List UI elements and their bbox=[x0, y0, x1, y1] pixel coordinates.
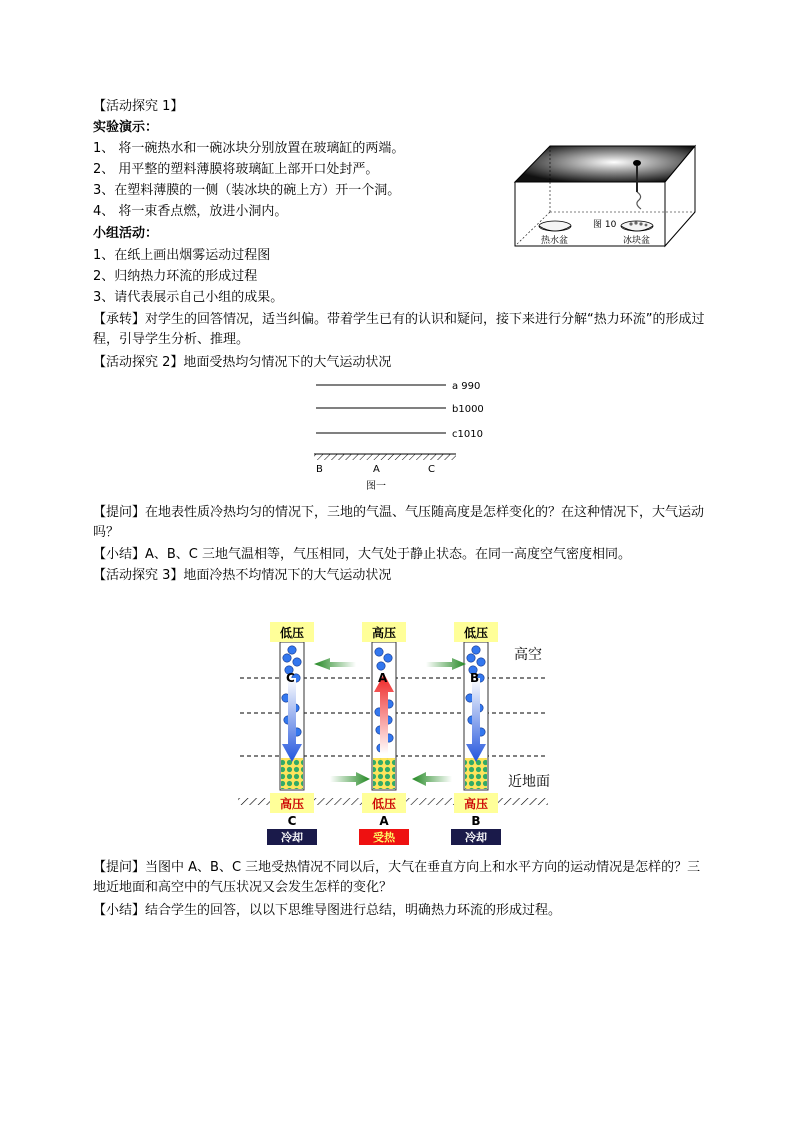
group-heading: 小组活动： bbox=[93, 226, 159, 241]
column-letter: C bbox=[286, 671, 295, 685]
low-arrow-left-icon bbox=[412, 772, 452, 786]
dense-air-layer bbox=[281, 758, 303, 789]
column-letter: B bbox=[470, 671, 480, 685]
hole-icon bbox=[633, 160, 641, 166]
state-label: 受热 bbox=[373, 831, 395, 844]
top-pressure-label: 低压 bbox=[463, 626, 489, 640]
ground-letter: A bbox=[379, 814, 389, 828]
top-pressure-label: 高压 bbox=[371, 626, 397, 640]
point-a: A bbox=[373, 464, 380, 475]
activity3-title: 【活动探究 3】地面冷热不均情况下的大气运动状况 bbox=[93, 568, 392, 583]
dense-air-layer bbox=[465, 758, 487, 789]
ground-pressure-label: 低压 bbox=[371, 797, 397, 811]
glass-tank-figure bbox=[510, 140, 700, 250]
figure-one-caption: 图一 bbox=[366, 481, 386, 492]
demo-step-3: 3、在塑料薄膜的一侧（装冰块的碗上方）开一个洞。 bbox=[93, 183, 401, 198]
column-letter: A bbox=[378, 671, 388, 685]
demo-step-1: 1、 将一碗热水和一碗冰块分别放置在玻璃缸的两端。 bbox=[93, 141, 405, 156]
summary-2: 【小结】结合学生的回答，以以下思维导图进行总结，明确热力环流的形成过程。 bbox=[93, 903, 562, 918]
thermal-circulation-figure bbox=[230, 612, 570, 852]
low-arrow-right-icon bbox=[330, 772, 370, 786]
high-air-label: 高空 bbox=[514, 647, 542, 663]
air-bubble bbox=[375, 648, 383, 656]
air-bubble bbox=[377, 662, 385, 670]
question-2: 【提问】当图中 A、B、C 三地受热情况不同以后，大气在垂直方向上和水平方向的运动情况是怎样的？三地近地面和高空中的气压状况又会发生怎样的变化？ bbox=[93, 860, 701, 895]
demo-step-4: 4、 将一束香点燃，放进小洞内。 bbox=[93, 204, 288, 219]
high-arrow-left-icon bbox=[314, 658, 356, 670]
air-bubble bbox=[467, 654, 475, 662]
ice-bowl-label: 冰块盆 bbox=[623, 236, 651, 246]
group-step-1: 1、在纸上画出烟雾运动过程图 bbox=[93, 248, 271, 263]
group-step-2: 2、归纳热力环流的形成过程 bbox=[93, 269, 258, 284]
ground-letter: B bbox=[471, 814, 481, 828]
hot-bowl-label: 热水盆 bbox=[541, 236, 569, 246]
isobar-label-b: b1000 bbox=[452, 404, 484, 415]
air-bubble bbox=[283, 654, 291, 662]
question-1: 【提问】在地表性质冷热均匀的情况下，三地的气温、气压随高度是怎样变化的？在这种情况下，大气运动吗？ bbox=[93, 505, 705, 540]
air-bubble bbox=[384, 654, 392, 662]
group-step-3: 3、请代表展示自己小组的成果。 bbox=[93, 290, 284, 305]
ground-hatch bbox=[314, 454, 456, 460]
isobar-label-a: a 990 bbox=[452, 381, 481, 392]
isobar-figure-one bbox=[310, 375, 500, 495]
activity1-title: 【活动探究 1】 bbox=[93, 99, 184, 114]
air-bubble bbox=[293, 658, 301, 666]
near-ground-label: 近地面 bbox=[508, 774, 550, 790]
ground-letter: C bbox=[287, 814, 297, 828]
point-c: C bbox=[428, 464, 435, 475]
top-pressure-label: 低压 bbox=[279, 626, 305, 640]
air-bubble bbox=[477, 658, 485, 666]
air-bubble bbox=[472, 646, 480, 654]
state-label: 冷却 bbox=[281, 831, 303, 844]
demo-step-2: 2、 用平整的塑料薄膜将玻璃缸上部开口处封严。 bbox=[93, 162, 379, 177]
ground-pressure-label: 高压 bbox=[279, 797, 305, 811]
activity2-title: 【活动探究 2】地面受热均匀情况下的大气运动状况 bbox=[93, 355, 392, 370]
high-arrow-right-icon bbox=[426, 658, 466, 670]
ground-pressure-label: 高压 bbox=[463, 797, 489, 811]
transition-paragraph: 【承转】对学生的回答情况，适当纠偏。带着学生已有的认识和疑问，接下来进行分解“热力环流”的形成过程，引导学生分析、推理。 bbox=[93, 312, 705, 347]
dense-air-layer bbox=[373, 758, 395, 789]
figure-caption: 图 10 bbox=[593, 220, 617, 230]
demo-heading: 实验演示： bbox=[93, 120, 159, 135]
state-label: 冷却 bbox=[465, 831, 487, 844]
isobar-label-c: c1010 bbox=[452, 429, 483, 440]
hot-water-bowl-icon bbox=[539, 221, 571, 231]
summary-1: 【小结】A、B、C 三地气温相等，气压相同，大气处于静止状态。在同一高度空气密度相同。 bbox=[93, 547, 632, 562]
air-bubble bbox=[288, 646, 296, 654]
point-b: B bbox=[316, 464, 323, 475]
